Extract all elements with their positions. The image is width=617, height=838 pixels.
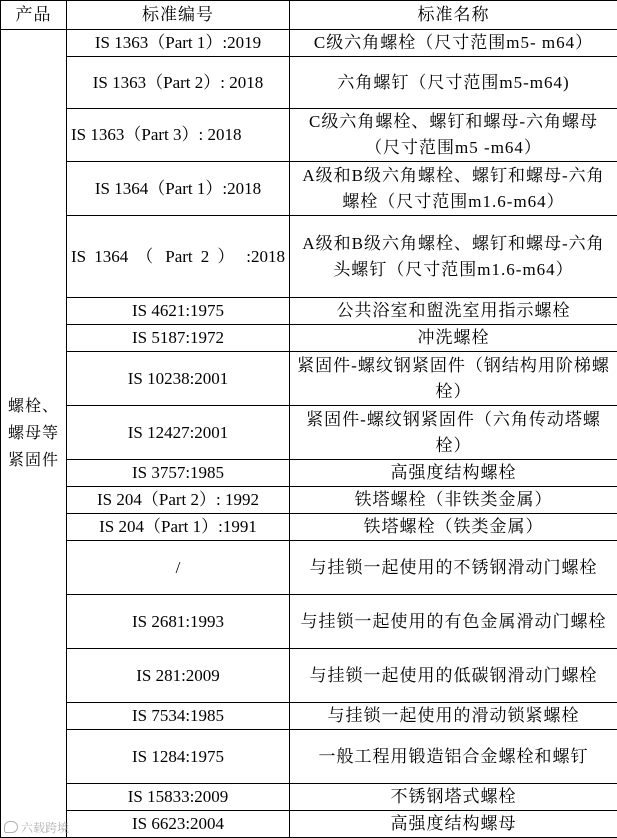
table-row [1, 162, 617, 216]
standard-number: IS 7534:1985 [67, 703, 290, 730]
table-row [1, 514, 617, 541]
standard-number: IS 6623:2004 [67, 811, 290, 838]
standard-number: IS 204（Part 1）:1991 [67, 514, 290, 541]
standard-name: 紧固件-螺纹钢紧固件（六角传动塔螺栓） [290, 406, 617, 460]
standard-name: 与挂锁一起使用的低碳钢滑动门螺栓 [290, 649, 617, 703]
header-row [1, 1, 617, 30]
standard-name: 高强度结构螺栓 [290, 460, 617, 487]
standard-number: IS 12427:2001 [67, 406, 290, 460]
standard-number: IS 1284:1975 [67, 730, 290, 784]
table-row [1, 216, 617, 298]
standard-number: IS 1363（Part 2）: 2018 [67, 57, 290, 109]
table-row [1, 460, 617, 487]
standard-number: IS 1364（Part 1）:2018 [67, 162, 290, 216]
standard-number: IS 281:2009 [67, 649, 290, 703]
table-row [1, 703, 617, 730]
standard-number: IS 204（Part 2）: 1992 [67, 487, 290, 514]
standard-name: 铁塔螺栓（非铁类金属） [290, 487, 617, 514]
standard-name: 高强度结构螺母 [290, 811, 617, 838]
standard-name: 公共浴室和盥洗室用指示螺栓 [290, 298, 617, 325]
standard-number: IS 4621:1975 [67, 298, 290, 325]
table-row [1, 649, 617, 703]
standard-name: 紧固件-螺纹钢紧固件（钢结构用阶梯螺栓） [290, 352, 617, 406]
standard-number: IS 1363（Part 3）: 2018 [67, 109, 290, 162]
header-standard-no: 标准编号 [67, 1, 290, 30]
standard-name: C级六角螺栓（尺寸范围m5- m64） [290, 30, 617, 57]
standard-number: IS 15833:2009 [67, 784, 290, 811]
standard-number: IS 10238:2001 [67, 352, 290, 406]
table-row [1, 487, 617, 514]
standard-name: 与挂锁一起使用的滑动锁紧螺栓 [290, 703, 617, 730]
standard-name: 与挂锁一起使用的不锈钢滑动门螺栓 [290, 541, 617, 595]
standard-name: 冲洗螺栓 [290, 325, 617, 352]
table-row [1, 352, 617, 406]
product-category: 螺栓、螺母等紧固件 [1, 30, 67, 838]
standard-name: A级和B级六角螺栓、螺钉和螺母-六角螺栓（尺寸范围m1.6-m64） [290, 162, 617, 216]
standard-number: / [67, 541, 290, 595]
table-row [1, 595, 617, 649]
header-product: 产品 [1, 1, 67, 30]
header-standard-name: 标准名称 [290, 1, 617, 30]
standard-name: 铁塔螺栓（铁类金属） [290, 514, 617, 541]
standard-number: IS 1363（Part 1）:2019 [67, 30, 290, 57]
table-row [1, 57, 617, 109]
table-row [1, 730, 617, 784]
standard-name: A级和B级六角螺栓、螺钉和螺母-六角头螺钉（尺寸范围m1.6-m64） [290, 216, 617, 298]
standard-name: 不锈钢塔式螺栓 [290, 784, 617, 811]
table-row [1, 811, 617, 838]
table-row [1, 541, 617, 595]
table-row [1, 298, 617, 325]
table-row [1, 784, 617, 811]
standard-name: 与挂锁一起使用的有色金属滑动门螺栓 [290, 595, 617, 649]
standard-name: 一般工程用锻造铝合金螺栓和螺钉 [290, 730, 617, 784]
table-row [1, 325, 617, 352]
standard-number: IS 1364 （ Part 2 ） :2018 [67, 216, 290, 298]
table-row [1, 109, 617, 162]
watermark-text: 六载跨境 [21, 821, 70, 835]
standard-name: 六角螺钉（尺寸范围m5-m64) [290, 57, 617, 109]
standard-number: IS 5187:1972 [67, 325, 290, 352]
standard-number: IS 3757:1985 [67, 460, 290, 487]
table-row [1, 30, 617, 57]
standard-number: IS 2681:1993 [67, 595, 290, 649]
table-row [1, 406, 617, 460]
standard-name: C级六角螺栓、螺钉和螺母-六角螺母（尺寸范围m5 -m64） [290, 109, 617, 162]
